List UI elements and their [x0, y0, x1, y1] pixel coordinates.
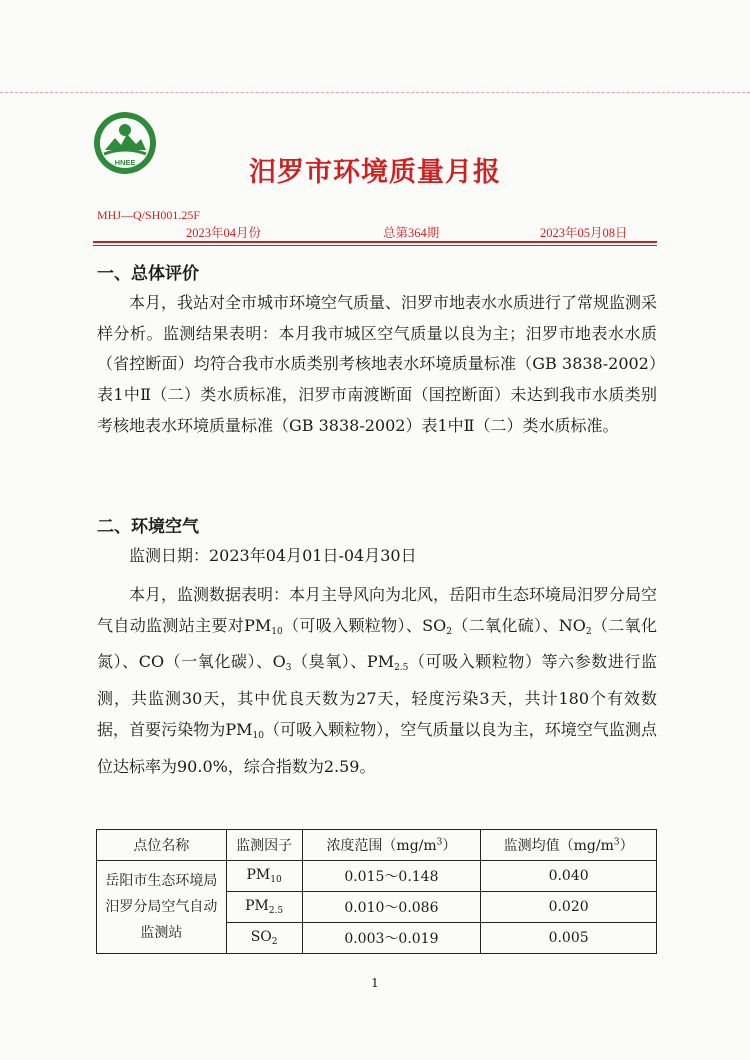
range-cell: 0.010～0.086 — [302, 892, 481, 923]
factor-cell: $PM_{10}$ — [226, 861, 302, 892]
factor-cell: $PM_{2.5}$ — [226, 892, 302, 923]
range-cell: 0.003～0.019 — [302, 923, 481, 954]
site-name-cell: 岳阳市生态环境局汨罗分局空气自动监测站 — [97, 861, 227, 954]
section-heading-overall: 一、总体评价 — [97, 264, 199, 284]
page-number: 1 — [371, 976, 379, 990]
air-monitoring-table — [96, 829, 657, 954]
logo-text: HNEE — [114, 158, 136, 167]
report-date: 2023年05月08日 — [540, 226, 628, 240]
overall-paragraph: 本月，我站对全市城市环境空气质量、汨罗市地表水水质进行了常规监测采样分析。监测结果表明：本月我市城区空气质量以良为主；汨罗市地表水水质（省控断面）均符合我市水质类别考核地表水环境质量标准（GB 3838-2002）表1中Ⅱ（二）类水质标准，汨罗市南渡断面（国控断面）未达到我市水质类别考核地表水环境质量标准（GB 3838-2002）表1中Ⅱ（二）类水质标准。 — [97, 293, 658, 435]
issue-number: 总第364期 — [383, 226, 440, 240]
header-site: 点位名称 — [97, 830, 227, 861]
header-factor: 监测因子 — [226, 830, 302, 861]
document-code: MHJ—Q/SH001.25F — [97, 208, 201, 222]
air-paragraph: 本月，监测数据表明：本月主导风向为北风，岳阳市生态环境局汨罗分局空气自动监测站主要对$PM_{10}$（可吸入颗粒物）、$SO_2$（二氧化硫）、$NO_2$（二氧化氮）、CO（一氧化碳）、$O_3$（臭氧）、$PM_{2.5}$（可吸入颗粒物）等六参数进行监测，共监测30天，其中优良天数为27天，轻度污染3天，共计180个有效数据，首要污染物为$PM_{10}$（可吸入颗粒物），空气质量以良为主，环境空气监测点位达标率为90.0%，综合指数为2.59。 — [97, 585, 658, 776]
header-rule — [93, 241, 657, 243]
monitor-date: 监测日期：2023年04月01日-04月30日 — [129, 546, 417, 565]
report-title: 汨罗市环境质量月报 — [249, 157, 501, 188]
range-cell: 0.015～0.148 — [302, 861, 481, 892]
report-month: 2023年04月份 — [186, 226, 262, 240]
mean-cell: 0.040 — [481, 861, 657, 892]
mean-cell: 0.005 — [481, 923, 657, 954]
table-header-row — [97, 830, 657, 861]
header-mean: 监测均值$(mg/m^3)$ — [481, 830, 657, 861]
header-range: 浓度范围$(mg/m^3)$ — [302, 830, 481, 861]
mean-cell: 0.020 — [481, 892, 657, 923]
section-heading-air: 二、环境空气 — [97, 517, 199, 537]
page-top-dashed-line — [0, 92, 750, 93]
table-row — [97, 861, 657, 892]
header-rule-thin — [93, 245, 657, 246]
factor-cell: $SO_2$ — [226, 923, 302, 954]
